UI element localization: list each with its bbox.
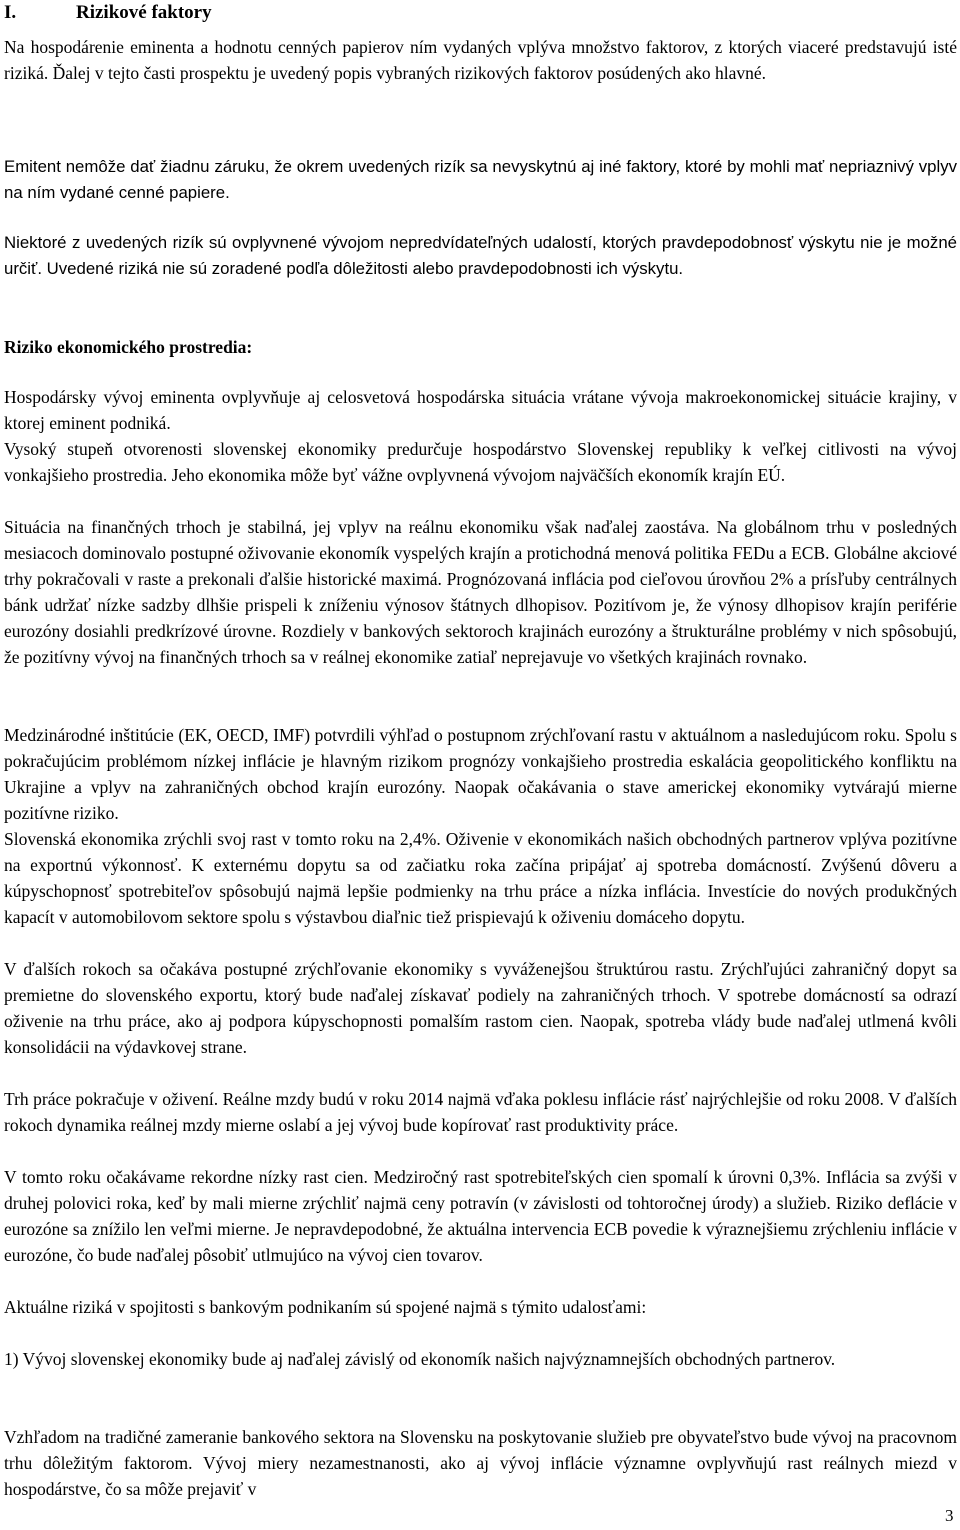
paragraph-slovak-economy: Slovenská ekonomika zrýchli svoj rast v tomto roku na 2,4%. Oživenie v ekonomikách našich obchodných partnerov vplýva pozitívne na exportnú výkonnosť. K externému dopytu sa od začiatku roka začína pripájať aj spotreba domácností. Zvýšenú dôveru a kúpyschopnosť spotrebiteľov spôsobujú najmä lepšie podmienky na trhu práce a nízka inflácia. Investície do nových produkčných kapacít v automobilovom sektore spolu s výstavbou diaľnic tiež prispievajú k oživeniu domáceho dopytu. [4,829,957,927]
section-heading [4,0,212,26]
section-title: Rizikové faktory [76,2,212,23]
page-number: 3 [945,1506,954,1525]
paragraph-intro: Na hospodárenie eminenta a hodnotu cenných papierov ním vydaných vplýva množstvo faktorov, z ktorých viaceré predstavujú isté riziká. Ďalej v tejto časti prospektu je uvedený popis vybraných rizikových faktorov posúdených ako hlavné. [4,37,957,83]
paragraph-risk-item-1: 1) Vývoj slovenskej ekonomiky bude aj naďalej závislý od ekonomík našich najvýznamnejších obchodných partnerov. [4,1349,836,1369]
paragraph-disclaimer: Emitent nemôže dať žiadnu záruku, že okrem uvedených rizík sa nevyskytnú aj iné faktory, ktoré by mohli mať nepriaznivý vplyv na ním vydané cenné papiere. [4,157,957,202]
paragraph-labour-market: Trh práce pokračuje v oživení. Reálne mzdy budú v roku 2014 najmä vďaka poklesu inflácie rásť najrýchlejšie od roku 2008. V ďalších rokoch dynamika reálnej mzdy mierne oslabí a jej vývoj bude kopírovať rast produktivity práce. [4,1089,957,1135]
paragraph-openness: Vysoký stupeň otvorenosti slovenskej ekonomiky predurčuje hospodárstvo Slovenskej republiky k veľkej citlivosti na vývoj vonkajšieho prostredia. Jeho ekonomika môže byť vážne ovplyvnená vývojom najväčších ekonomík krajín EÚ. [4,439,957,485]
paragraph-unpredictable-risks: Niektoré z uvedených rizík sú ovplyvnené vývojom nepredvídateľných udalostí, ktorých pravdepodobnosť výskytu nie je možné určiť. Uvedené riziká nie sú zoradené podľa dôležitosti alebo pravdepodobnosti ich výskytu. [4,233,957,278]
paragraph-current-risks: Aktuálne riziká v spojitosti s bankovým podnikaním sú spojené najmä s týmito udalosťami: [4,1297,647,1317]
section-number: I. [4,2,17,23]
subheading-economic-risk: Riziko ekonomického prostredia: [4,337,253,357]
paragraph-outlook: V ďalších rokoch sa očakáva postupné zrýchľovanie ekonomiky s vyváženejšou štruktúrou rastu. Zrýchľujúci zahraničný dopyt sa premietne do slovenského exportu, ktorý bude naďalej získavať podiely na zahraničných trhoch. V spotrebe domácností sa odrazí oživenie na trhu práce, ako aj podpora kúpyschopnosti pomalším rastom cien. Naopak, spotreba vlády bude naďalej utlmená kvôli konsolidácii na výdavkovej strane. [4,959,957,1057]
paragraph-financial-markets: Situácia na finančných trhoch je stabilná, jej vplyv na reálnu ekonomiku však naďalej zaostáva. Na globálnom trhu v posledných mesiacoch dominovalo postupné oživovanie ekonomík vyspelých krajín a protichodná menová politika FEDu a ECB. Globálne akciové trhy pokračovali v raste a prekonali ďalšie historické maximá. Prognózovaná inflácia pod cieľovou úrovňou 2% a prísľuby centrálnych bánk udržať nízke sadzby dlhšie prispeli k zníženiu výnosov štátnych dlhopisov. Pozitívom je, že výnosy dlhopisov krajín periférie eurozóny dosiahli predkrízové úrovne. Rozdiely v bankových sektoroch krajinách eurozóny a štrukturálne problémy v nich spôsobujú, že pozitívny vývoj na finančných trhoch sa v reálnej ekonomike zatiaľ neprejavuje vo všetkých krajinách rovnako. [4,517,957,667]
paragraph-prices: V tomto roku očakávame rekordne nízky rast cien. Medziročný rast spotrebiteľských cien spomalí k úrovni 0,3%. Inflácia sa zvýši v druhej polovici roka, keď by mali mierne zrýchliť najmä ceny potravín (v závislosti od tohtoročnej úrody) a služieb. Riziko deflácie v eurozóne sa znížilo len veľmi mierne. Je nepravdepodobné, že aktuálna intervencia ECB povedie k výraznejšiemu zrýchleniu inflácie v eurozóne, čo bude naďalej pôsobiť utlmujúco na vývoj cien tovarov. [4,1167,957,1265]
paragraph-international-institutions: Medzinárodné inštitúcie (EK, OECD, IMF) potvrdili výhľad o postupnom zrýchľovaní rastu v aktuálnom a nasledujúcom roku. Spolu s pokračujúcim problémom nízkej inflácie je hlavným rizikom prognózy vonkajšieho prostredia eskalácia geopolitického konfliktu na Ukrajine a vplyv na zahraničných obchod krajín eurozóny. Naopak očakávania o stave americkej ekonomiky vytvárajú mierne pozitívne riziko. [4,725,957,823]
paragraph-economic-development: Hospodársky vývoj eminenta ovplyvňuje aj celosvetová hospodárska situácia vrátane vývoja makroekonomickej situácie krajiny, v ktorej eminent podniká. [4,387,957,433]
paragraph-banking-sector: Vzhľadom na tradičné zameranie bankového sektora na Slovensku na poskytovanie služieb pre obyvateľstvo bude vývoj na pracovnom trhu dôležitým faktorom. Vývoj miery nezamestnanosti, ako aj vývoj inflácie významne ovplyvňujú rast reálnych miezd v hospodárstve, čo sa môže prejaviť v [4,1427,957,1499]
